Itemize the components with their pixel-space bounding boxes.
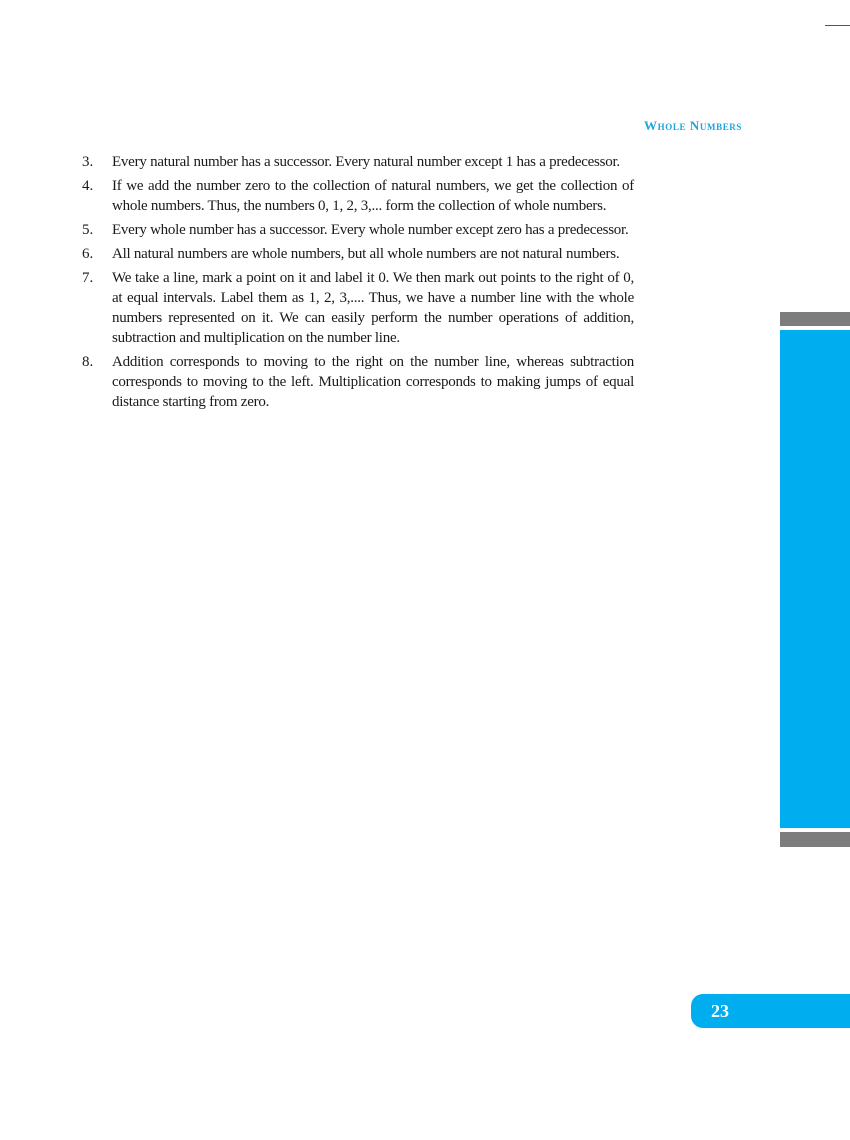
item-number: 5. [82,222,94,238]
running-head-title: Whole Numbers [644,118,742,133]
page-number: 23 [711,1000,729,1021]
side-tab-gray-top [780,312,850,326]
item-number: 4. [82,178,94,194]
item-text: If we add the number zero to the collection of natural numbers, we get the collection of whole numbers. Thus, the numbers 0, 1, 2, 3,... form the collection of whole numbers. [112,178,634,214]
list-item [78,152,634,172]
list-item [78,244,634,264]
item-text: Every whole number has a successor. Every whole number except zero has a predecessor. [112,222,629,238]
list-item [78,268,634,348]
item-text: All natural numbers are whole numbers, but all whole numbers are not natural numbers. [112,246,620,262]
page-number-tab [691,994,850,1028]
list-item [78,220,634,240]
corner-crop-mark [825,25,850,26]
item-number: 7. [82,270,94,286]
side-tab-gray-bottom [780,832,850,847]
side-tab-blue-band [780,330,850,828]
item-text: We take a line, mark a point on it and label it 0. We then mark out points to the right of 0, at equal intervals. Label them as 1, 2, 3,.... Thus, we have a number line with the whole numbers represented on it. We can easily perform the number operations of addition, subtraction and multiplication on the number line. [112,270,634,346]
list-item [78,352,634,412]
list-item [78,176,634,216]
item-number: 6. [82,246,94,262]
item-text: Every natural number has a successor. Every natural number except 1 has a predecessor. [112,154,620,170]
item-number: 8. [82,354,94,370]
item-number: 3. [82,154,94,170]
item-text: Addition corresponds to moving to the right on the number line, whereas subtraction corresponds to moving to the left. Multiplication corresponds to making jumps of equal distance starting from zero. [112,354,634,410]
summary-list [78,152,634,416]
